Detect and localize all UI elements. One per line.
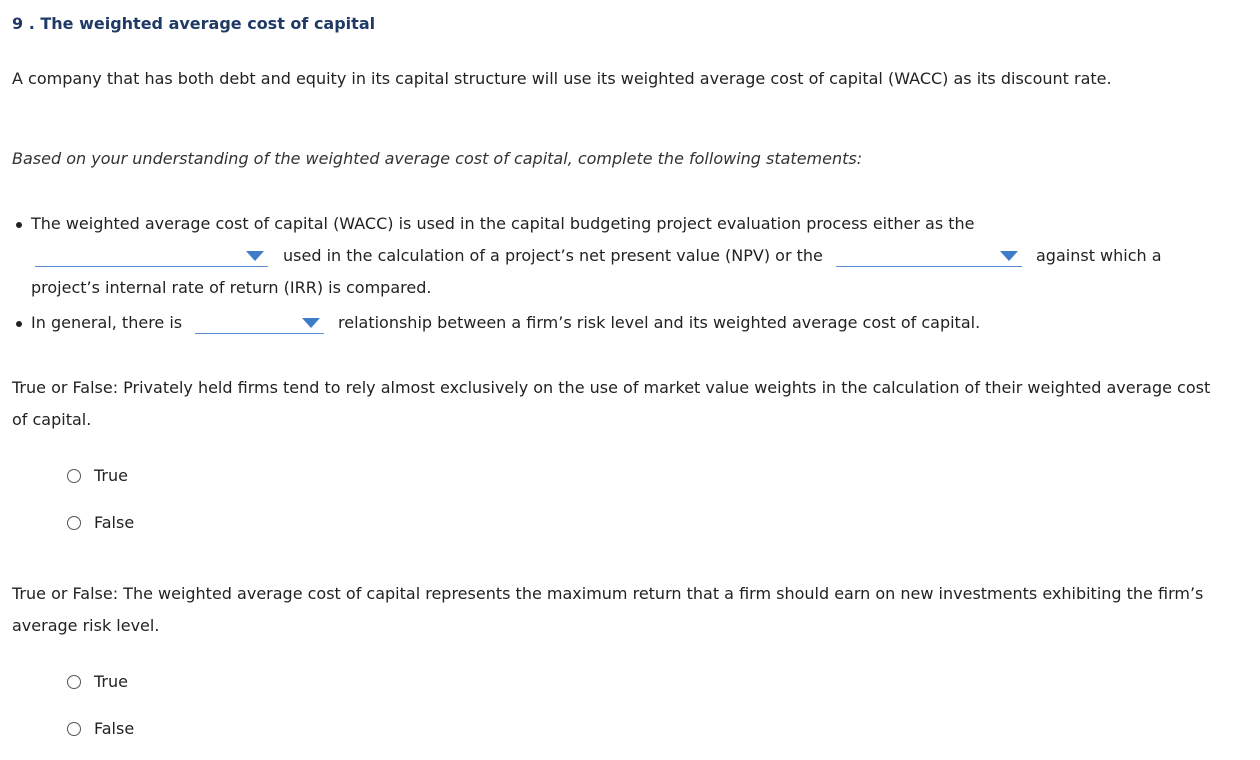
dropdown-1[interactable] [35,246,268,267]
bullet-dot [16,222,22,228]
statement1-text-part1: The weighted average cost of capital (WACC) is used in the capital budgeting project evaluation process either as the [31,214,975,233]
statement1-text-part4: project’s internal rate of return (IRR) is compared. [31,278,432,297]
radio-button-icon[interactable] [67,722,81,736]
tf1-option-false-label: False [94,513,135,532]
tf2-prompt-line2: average risk level. [12,616,160,635]
statement1-text-part2: used in the calculation of a project’s net present value (NPV) or the [283,246,823,265]
statement2-text-part1: In general, there is [31,313,183,332]
chevron-down-icon [302,318,320,328]
question-title: 9 . The weighted average cost of capital [12,14,376,33]
tf2-prompt-line1: True or False: The weighted average cost of capital represents the maximum return that a firm should earn on new investments exhibiting the firm’s [12,584,1204,603]
tf2-option-true-label: True [94,672,128,691]
radio-button-icon[interactable] [67,675,81,689]
tf2-option-false-label: False [94,719,135,738]
chevron-down-icon [1000,251,1018,261]
tf2-option-true[interactable] [67,672,128,691]
tf1-option-false[interactable] [67,513,134,532]
statement1-text-part3: against which a [1036,246,1162,265]
radio-button-icon[interactable] [67,469,81,483]
bullet-dot [16,321,22,327]
question-intro: A company that has both debt and equity in its capital structure will use its weighted average cost of capital (WACC) as its discount rate. [12,69,1112,88]
tf1-prompt-line1: True or False: Privately held firms tend to rely almost exclusively on the use of market value weights in the calculation of their weighted average cost [12,378,1211,397]
dropdown-2[interactable] [836,246,1022,267]
tf1-prompt-line2: of capital. [12,410,92,429]
question-instructions: Based on your understanding of the weighted average cost of capital, complete the following statements: [12,149,863,168]
dropdown-3[interactable] [195,313,324,334]
radio-button-icon[interactable] [67,516,81,530]
chevron-down-icon [246,251,264,261]
tf1-option-true[interactable] [67,466,128,485]
tf2-option-false[interactable] [67,719,134,738]
statement2-text-part2: relationship between a firm’s risk level and its weighted average cost of capital. [338,313,981,332]
tf1-option-true-label: True [94,466,128,485]
